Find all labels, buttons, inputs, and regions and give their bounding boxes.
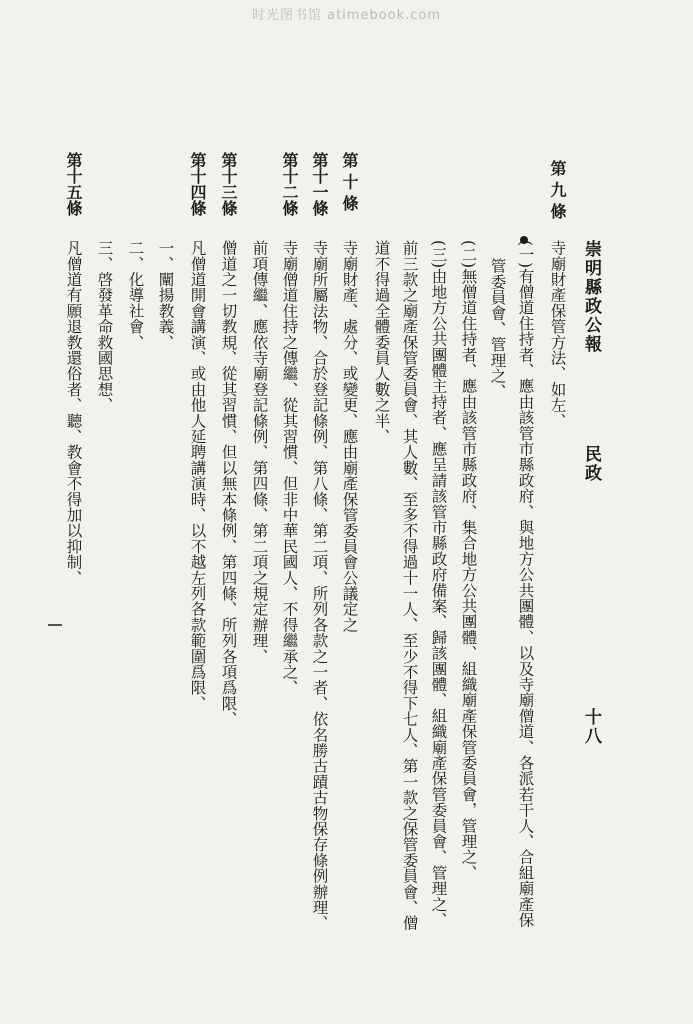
article-14-item-3: 三、啓發革命救國思想、 [95,240,114,413]
article-9-para-cont: 道不得過全體委員人數之半、 [372,240,391,445]
article-11-label: 第十一條 [310,152,329,216]
article-9-item-3: (三)由地方公共團體主持者、應呈請該管市縣政府備案、歸該團體、組織廟產保管委員會、管理之、 [429,240,448,928]
article-9-item-2: (二)無僧道住持者、應由該管市縣政府、集合地方公共團體、組織廟產保管委員會，管理之、 [459,240,478,881]
article-9-para: 前三款之廟產保管委員會、其人數、至多不得過十一人、至少不得下七人、第一款之保管委員會、僧 [400,240,419,931]
article-10-text: 寺廟財產、處分、或變更、應由廟產保管委員會公議定之 [340,240,359,633]
article-9-label: 第 九 條 [548,160,567,220]
article-9-text: 寺廟財產保管方法、如左、 [548,240,567,429]
article-15-label: 第十五條 [64,152,83,216]
margin-stroke [48,624,62,626]
article-12-para: 前項傳繼、應依寺廟登記條例、第四條、第二項之規定辦理、 [250,240,269,664]
article-12-label: 第十二條 [280,152,299,216]
article-13-text: 僧道之一切教規、從其習慣、但以無本條例、第四條、所列各項爲限、 [219,240,238,727]
article-14-label: 第十四條 [188,152,207,216]
watermark: 时光图书馆 atimebook.com [251,8,442,23]
article-9-item-1: (一)有僧道住持者、應由該管市縣政府、與地方公共團體、以及寺廟僧道、各派若干人、合組廟產保 [516,240,535,928]
article-14-item-2: 二、化導社會、 [126,240,145,350]
article-9-item-1-cont: 管委員會、管理之、 [488,258,507,400]
article-14-item-1: 一、闡揚教義、 [156,240,175,350]
journal-title: 崇明縣政公報 [581,240,601,354]
article-12-text: 寺廟僧道住持之傳繼、從其習慣、但非中華民國人、不得繼承之、 [280,240,299,696]
article-11-text: 寺廟所屬法物、合於登記條例、第八條、第二項、所列各款之一者、依名勝古蹟古物保存條例辦理、 [310,240,329,931]
section-title: 民政 [581,445,601,483]
article-10-label: 第 十 條 [340,152,359,212]
article-14-text: 凡僧道開會講演、或由他人延聘講演時、以不越左列各款範圍爲限、 [188,240,207,711]
article-15-text: 凡僧道有願退教還俗者、聽、教會不得加以抑制、 [64,240,83,586]
article-13-label: 第十三條 [219,152,238,216]
page-number: 十八 [581,708,601,746]
